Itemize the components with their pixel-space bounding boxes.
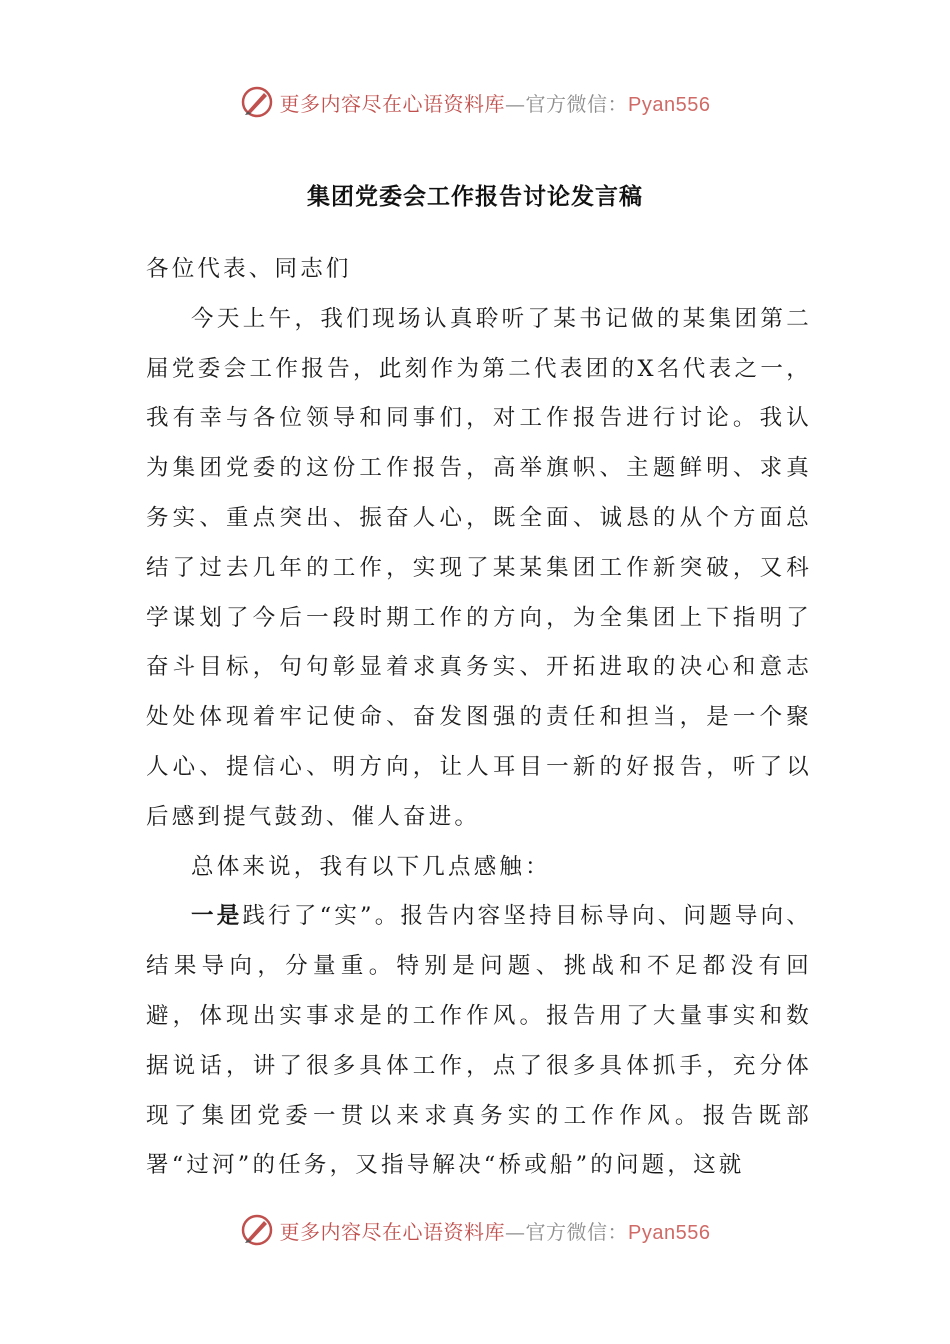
- pen-logo-icon: [240, 1213, 274, 1247]
- watermark-text: [280, 88, 711, 117]
- watermark-banner-bottom: [0, 1210, 950, 1250]
- watermark-banner-top: [0, 82, 950, 122]
- document-title: 集团党委会工作报告讨论发言稿: [307, 184, 643, 210]
- document-body: [146, 245, 812, 1191]
- watermark-main: 更多内容尽在心语资料库: [279, 91, 506, 116]
- paragraph-1: 今天上午，我们现场认真聆听了某书记做的某集团第二届党委会工作报告，此刻作为第二代表团的X名代表之一，我有幸与各位领导和同事们，对工作报告进行讨论。我认为集团党委的这份工作报告，高举旗帜、主题鲜明、求真务实、重点突出、振奋人心，既全面、诚恳的从个方面总结了过去几年的工作，实现了某某集团工作新突破，又科学谋划了今后一段时期工作的方向，为全集团上下指明了奋斗目标，句句彰显着求真务实、开拓进取的决心和意志处处体现着牢记使命、奋发图强的责任和担当，是一个聚人心、提信心、明方向，让人耳目一新的好报告，听了以后感到提气鼓劲、催人奋进。: [146, 305, 812, 830]
- paragraph-2: 总体来说，我有以下几点感触：: [191, 853, 551, 880]
- salutation: 各位代表、同志们: [146, 256, 352, 282]
- watermark-id: Pyan556: [628, 1221, 711, 1244]
- pen-logo-icon: [240, 85, 274, 119]
- watermark-separator: —官方微信：: [505, 91, 629, 116]
- watermark-main: 更多内容尽在心语资料库: [279, 1219, 506, 1244]
- watermark-text: [280, 1216, 711, 1245]
- watermark-separator: —官方微信：: [505, 1219, 629, 1244]
- paragraph-3-text: 践行了“实”。报告内容坚持目标导向、问题导向、结果导向，分量重。特别是问题、挑战和不足都没有回避，体现出实事求是的工作作风。报告用了大量事实和数据说话，讲了很多具体工作，点了很多具体抓手，充分体现了集团党委一贯以来求真务实的工作作风。报告既部署“过河”的任务，又指导解决“桥或船”的问题，这就: [146, 903, 813, 1179]
- paragraph-3: [146, 892, 812, 1191]
- paragraph-3-lead: 一是: [191, 903, 243, 930]
- watermark-id: Pyan556: [628, 93, 711, 116]
